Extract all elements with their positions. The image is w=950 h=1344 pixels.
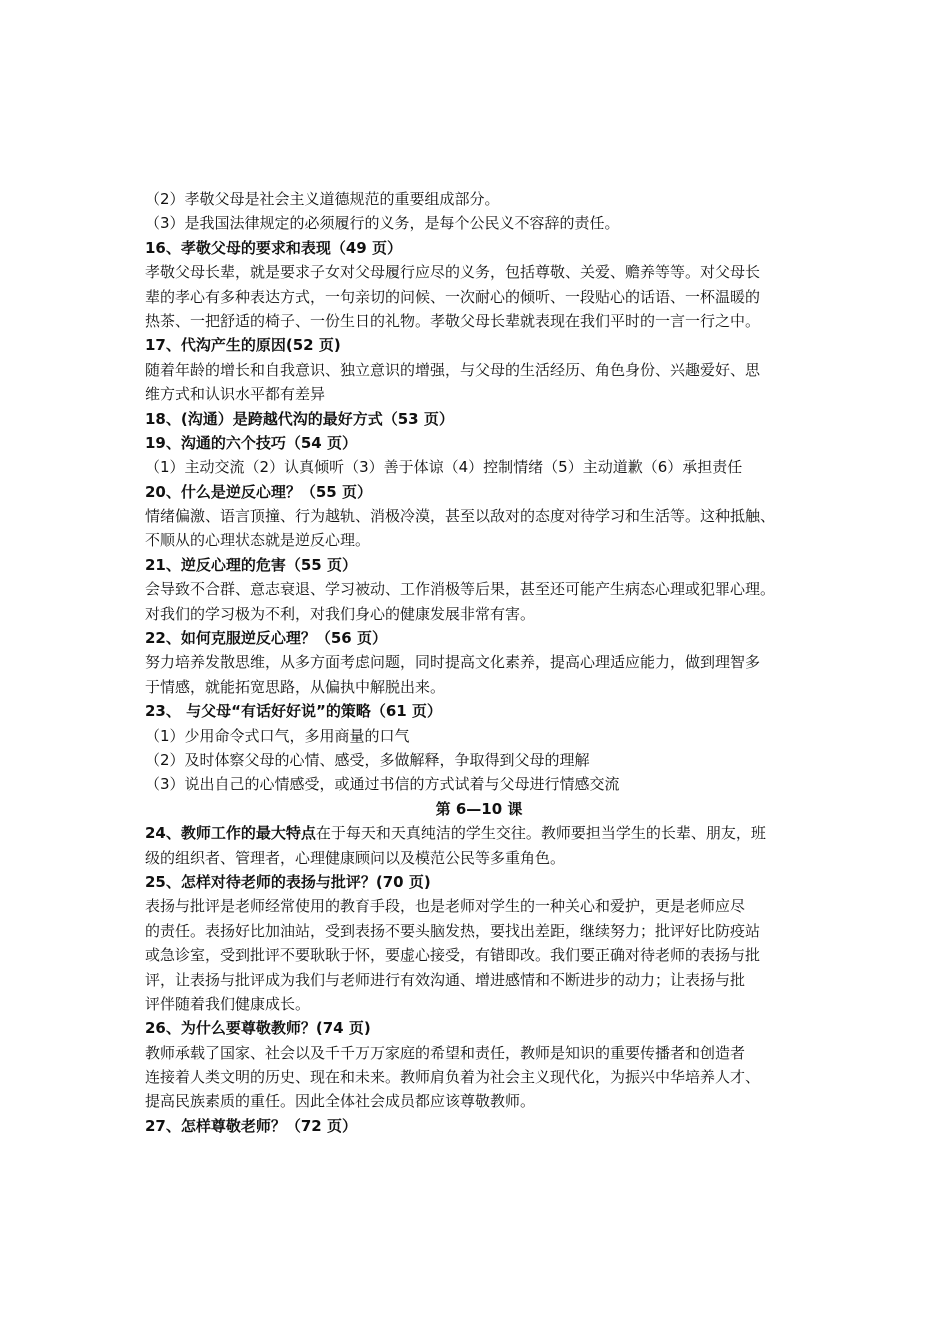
text-line: 表扬与批评是老师经常使用的教育手段，也是老师对学生的一种关心和爱护，更是老师应尽: [145, 897, 746, 916]
text-line-mixed: [145, 821, 813, 845]
section-heading: 18、(沟通）是跨越代沟的最好方式（53 页）: [145, 409, 454, 428]
section-heading: 20、什么是逆反心理？（55 页）: [145, 482, 372, 501]
section-heading: 16、孝敬父母的要求和表现（49 页）: [145, 238, 402, 257]
section-heading: 25、怎样对待老师的表扬与批评？(70 页): [145, 872, 431, 891]
inline-bold-heading: 24、教师工作的最大特点: [145, 824, 316, 843]
text-line: 于情感，就能拓宽思路，从偏执中解脱出来。: [145, 677, 446, 696]
section-heading: 26、为什么要尊敬教师？(74 页): [145, 1019, 371, 1038]
section-heading: 22、如何克服逆反心理？（56 页）: [145, 629, 387, 648]
section-heading: 27、怎样尊敬老师？（72 页）: [145, 1116, 357, 1135]
text-line: 连接着人类文明的历史、现在和未来。教师肩负着为社会主义现代化，为振兴中华培养人才、: [145, 1068, 761, 1087]
section-heading: 17、代沟产生的原因(52 页): [145, 336, 341, 355]
text-line: （3）说出自己的心情感受，或通过书信的方式试着与父母进行情感交流: [145, 775, 620, 794]
section-heading: 21、逆反心理的危害（55 页）: [145, 555, 357, 574]
text-line: 提高民族素质的重任。因此全体社会成员都应该尊敬教师。: [145, 1092, 536, 1111]
text-line: 维方式和认识水平都有差异: [145, 385, 326, 404]
text-line: 或急诊室，受到批评不要耿耿于怀，要虚心接受，有错即改。我们要正确对待老师的表扬与批: [145, 946, 761, 965]
text-line: （2）孝敬父母是社会主义道德规范的重要组成部分。: [145, 190, 500, 208]
text-line: 对我们的学习极为不利，对我们身心的健康发展非常有害。: [145, 604, 536, 623]
document-body: [145, 187, 813, 1138]
text-line: 级的组织者、管理者，心理健康顾问以及模范公民等多重角色。: [145, 848, 566, 867]
text-line: 会导致不合群、意志衰退、学习被动、工作消极等后果，甚至还可能产生病态心理或犯罪心理。: [145, 580, 776, 599]
lesson-range-title: 第 6—10 课: [435, 799, 523, 818]
text-line: 热茶、一把舒适的椅子、一份生日的礼物。孝敬父母长辈就表现在我们平时的一言一行之中。: [145, 311, 761, 330]
text-line: 的责任。表扬好比加油站，受到表扬不要头脑发热，要找出差距，继续努力；批评好比防疫站: [145, 921, 761, 940]
section-heading: 23、 与父母“有话好好说”的策略（61 页）: [145, 702, 442, 721]
text-line: （3）是我国法律规定的必须履行的义务，是每个公民义不容辞的责任。: [145, 214, 620, 233]
text-line: 辈的孝心有多种表达方式，一句亲切的问候、一次耐心的倾听、一段贴心的话语、一杯温暖的: [145, 287, 761, 306]
text-line: 孝敬父母长辈，就是要求子女对父母履行应尽的义务，包括尊敬、关爱、赡养等等。对父母长: [145, 263, 761, 282]
text-line: 评伴随着我们健康成长。: [145, 994, 311, 1013]
text-line: 不顺从的心理状态就是逆反心理。: [145, 531, 371, 550]
text-line: 评，让表扬与批评成为我们与老师进行有效沟通、增进感情和不断进步的动力；让表扬与批: [145, 970, 746, 989]
text-line: 教师承载了国家、社会以及千千万万家庭的希望和责任，教师是知识的重要传播者和创造者: [145, 1043, 746, 1062]
text-line: （2）及时体察父母的心情、感受，多做解释，争取得到父母的理解: [145, 750, 590, 769]
text-line: （1）主动交流（2）认真倾听（3）善于体谅（4）控制情绪（5）主动道歉（6）承担责任: [145, 458, 743, 477]
text-line: （1）少用命令式口气，多用商量的口气: [145, 726, 410, 745]
section-heading: 19、沟通的六个技巧（54 页）: [145, 433, 357, 452]
text-line: 随着年龄的增长和自我意识、独立意识的增强，与父母的生活经历、角色身份、兴趣爱好、思: [145, 360, 761, 379]
text-line: 努力培养发散思维，从多方面考虑问题，同时提高文化素养，提高心理适应能力，做到理智多: [145, 653, 761, 672]
inline-text: 在于每天和天真纯洁的学生交往。教师要担当学生的长辈、朋友，班: [315, 824, 766, 843]
text-line: 情绪偏激、语言顶撞、行为越轨、消极冷漠，甚至以敌对的态度对待学习和生活等。这种抵触、: [145, 507, 776, 526]
